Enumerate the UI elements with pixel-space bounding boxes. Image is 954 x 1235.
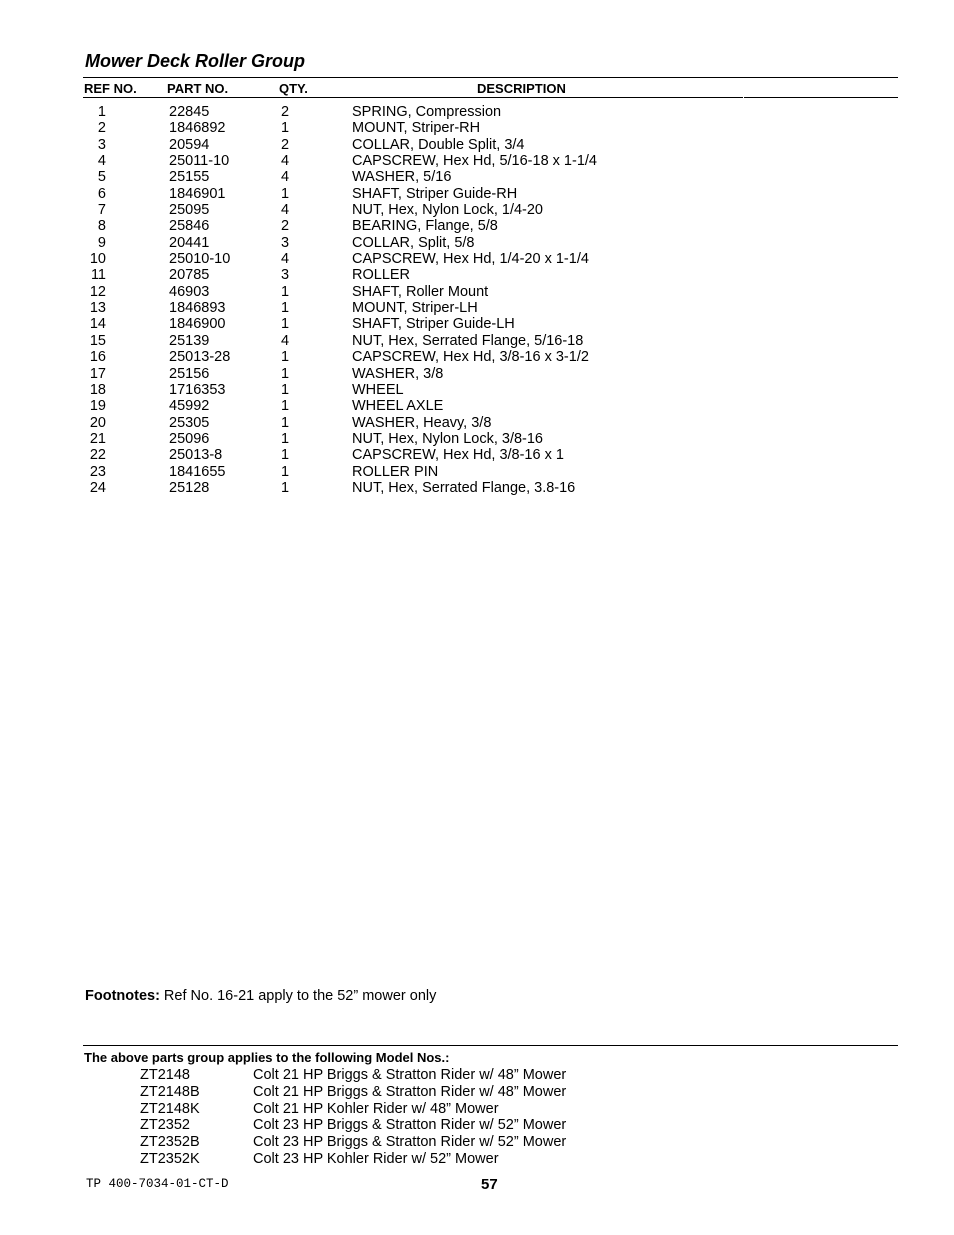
qty-cell: 1 (281, 398, 290, 415)
ref-no-cell: 2 (97, 120, 106, 137)
part-no-cell: 46903 (169, 283, 210, 300)
description-cell: WASHER, Heavy, 3/8 (352, 414, 492, 431)
qty-cell: 1 (281, 300, 290, 317)
table-row (83, 251, 843, 267)
description-cell: NUT, Hex, Serrated Flange, 3.8-16 (352, 479, 576, 496)
qty-cell: 4 (281, 153, 290, 170)
col-header-part: PART NO. (167, 81, 229, 96)
description-cell: BEARING, Flange, 5/8 (352, 218, 498, 235)
model-description: Colt 21 HP Briggs & Stratton Rider w/ 48” Mower (253, 1067, 567, 1083)
ref-no-cell: 21 (89, 430, 106, 447)
ref-no-cell: 8 (97, 218, 106, 235)
col-header-qty: QTY. (279, 81, 308, 96)
description-cell: NUT, Hex, Serrated Flange, 5/16-18 (352, 332, 584, 349)
part-no-cell: 25013-28 (169, 349, 231, 366)
description-cell: CAPSCREW, Hex Hd, 5/16-18 x 1-1/4 (352, 153, 597, 170)
description-cell: SPRING, Compression (352, 104, 502, 120)
part-no-cell: 20785 (169, 267, 210, 284)
model-description: Colt 21 HP Kohler Rider w/ 48” Mower (253, 1100, 499, 1117)
ref-no-cell: 24 (89, 479, 106, 496)
qty-cell: 4 (281, 202, 290, 219)
model-description: Colt 23 HP Briggs & Stratton Rider w/ 52” Mower (253, 1134, 567, 1151)
ref-no-cell: 12 (89, 283, 106, 300)
ref-no-cell: 9 (97, 234, 106, 251)
qty-cell: 1 (281, 185, 290, 202)
part-no-cell: 25010-10 (169, 251, 231, 268)
part-no-cell: 25139 (169, 332, 210, 349)
part-no-cell: 1841655 (169, 463, 226, 480)
part-no-cell: 1716353 (169, 381, 226, 398)
table-row (83, 300, 843, 316)
part-no-cell: 1846893 (169, 300, 226, 317)
qty-cell: 2 (281, 136, 290, 153)
col-header-desc: DESCRIPTION (477, 81, 566, 96)
description-cell: ROLLER (352, 267, 411, 284)
ref-no-cell: 19 (89, 398, 106, 415)
part-no-cell: 22845 (169, 104, 210, 120)
description-cell: WHEEL AXLE (352, 398, 444, 415)
description-cell: SHAFT, Roller Mount (352, 283, 489, 300)
part-no-cell: 25305 (169, 414, 210, 431)
qty-cell: 2 (281, 218, 290, 235)
description-cell: WASHER, 3/8 (352, 365, 444, 382)
model-description: Colt 21 HP Briggs & Stratton Rider w/ 48” Mower (253, 1083, 567, 1100)
model-description: Colt 23 HP Kohler Rider w/ 52” Mower (253, 1150, 499, 1167)
page-number: 57 (481, 1176, 498, 1193)
description-cell: MOUNT, Striper-LH (352, 300, 478, 317)
description-cell: NUT, Hex, Nylon Lock, 3/8-16 (352, 430, 543, 447)
footnote-label: Footnotes: (85, 988, 160, 1004)
qty-cell: 3 (281, 267, 290, 284)
header-rule (83, 97, 743, 98)
part-no-cell: 45992 (169, 398, 210, 415)
table-row (83, 349, 843, 365)
qty-cell: 1 (281, 365, 290, 382)
table-row (83, 169, 843, 185)
qty-cell: 1 (281, 463, 290, 480)
model-number: ZT2148 (140, 1067, 190, 1083)
model-number: ZT2148B (140, 1083, 200, 1100)
ref-no-cell: 5 (97, 169, 106, 186)
description-cell: CAPSCREW, Hex Hd, 1/4-20 x 1-1/4 (352, 251, 589, 268)
models-heading: The above parts group applies to the following Model Nos.: (84, 1050, 450, 1065)
description-cell: WHEEL (352, 381, 404, 398)
part-no-cell: 1846901 (169, 185, 226, 202)
footnote (85, 988, 436, 1004)
table-row (83, 284, 843, 300)
part-no-cell: 20594 (169, 136, 210, 153)
model-number: ZT2352B (140, 1134, 200, 1151)
part-no-cell: 1846892 (169, 120, 226, 137)
part-no-cell: 1846900 (169, 316, 226, 333)
qty-cell: 3 (281, 234, 290, 251)
qty-cell: 1 (281, 381, 290, 398)
table-row (83, 480, 843, 496)
qty-cell: 1 (281, 479, 290, 496)
ref-no-cell: 18 (89, 381, 106, 398)
description-cell: COLLAR, Split, 5/8 (352, 234, 475, 251)
table-row (83, 464, 843, 480)
qty-cell: 1 (281, 349, 290, 366)
table-row (83, 235, 843, 251)
table-row (83, 218, 843, 234)
footnote-text: Ref No. 16-21 apply to the 52” mower only (159, 988, 437, 1004)
qty-cell: 1 (281, 430, 290, 447)
qty-cell: 1 (281, 120, 290, 137)
table-row (83, 202, 843, 218)
ref-no-cell: 15 (89, 332, 106, 349)
ref-no-cell: 23 (89, 463, 106, 480)
table-row (83, 186, 843, 202)
description-cell: ROLLER PIN (352, 463, 439, 480)
part-no-cell: 25155 (169, 169, 210, 186)
table-row (83, 316, 843, 332)
part-no-cell: 25095 (169, 202, 210, 219)
table-row (83, 120, 843, 136)
table-row (83, 267, 843, 283)
description-cell: SHAFT, Striper Guide-LH (352, 316, 515, 333)
part-no-cell: 20441 (169, 234, 210, 251)
col-header-ref: REF NO. (84, 81, 137, 96)
table-row (83, 398, 843, 414)
qty-cell: 1 (281, 414, 290, 431)
document-number: TP 400-7034-01-CT-D (86, 1177, 229, 1191)
table-row (83, 431, 843, 447)
description-cell: MOUNT, Striper-RH (352, 120, 481, 137)
ref-no-cell: 3 (97, 136, 106, 153)
description-cell: NUT, Hex, Nylon Lock, 1/4-20 (352, 202, 543, 219)
table-row (83, 415, 843, 431)
ref-no-cell: 20 (89, 414, 106, 431)
qty-cell: 1 (281, 447, 290, 464)
part-no-cell: 25156 (169, 365, 210, 382)
table-row (83, 382, 843, 398)
qty-cell: 4 (281, 169, 290, 186)
model-description: Colt 23 HP Briggs & Stratton Rider w/ 52” Mower (253, 1117, 567, 1134)
ref-no-cell: 11 (90, 267, 106, 284)
ref-no-cell: 13 (89, 300, 106, 317)
ref-no-cell: 16 (89, 349, 106, 366)
description-cell: COLLAR, Double Split, 3/4 (352, 136, 525, 153)
ref-no-cell: 6 (97, 185, 106, 202)
description-cell: WASHER, 5/16 (352, 169, 452, 186)
ref-no-cell: 4 (97, 153, 106, 170)
description-cell: CAPSCREW, Hex Hd, 3/8-16 x 3-1/2 (352, 349, 589, 366)
ref-no-cell: 10 (89, 251, 106, 268)
ref-no-cell: 22 (89, 447, 106, 464)
page-title: Mower Deck Roller Group (85, 51, 306, 71)
table-row (83, 447, 843, 463)
table-row (83, 137, 843, 153)
qty-cell: 4 (281, 251, 290, 268)
description-cell: CAPSCREW, Hex Hd, 3/8-16 x 1 (352, 447, 564, 464)
table-row (83, 333, 843, 349)
part-no-cell: 25128 (169, 479, 210, 496)
ref-no-cell: 17 (89, 365, 106, 382)
qty-cell: 1 (281, 283, 290, 300)
description-cell: SHAFT, Striper Guide-RH (352, 185, 518, 202)
part-no-cell: 25013-8 (169, 447, 223, 464)
header-rule-gap (744, 97, 806, 98)
table-row (83, 366, 843, 382)
part-no-cell: 25011-10 (169, 153, 230, 170)
models-rule (83, 1045, 898, 1046)
model-number: ZT2148K (140, 1100, 200, 1117)
qty-cell: 4 (281, 332, 290, 349)
header-rule-right (806, 97, 898, 98)
part-no-cell: 25846 (169, 218, 210, 235)
part-no-cell: 25096 (169, 430, 210, 447)
title-rule (83, 77, 898, 78)
qty-cell: 1 (281, 316, 290, 333)
ref-no-cell: 1 (97, 104, 106, 120)
qty-cell: 2 (281, 104, 290, 120)
ref-no-cell: 7 (97, 202, 106, 219)
parts-table (83, 104, 843, 496)
model-number: ZT2352 (140, 1117, 190, 1134)
table-row (83, 153, 843, 169)
model-number: ZT2352K (140, 1150, 200, 1167)
ref-no-cell: 14 (89, 316, 106, 333)
table-row (83, 104, 843, 120)
